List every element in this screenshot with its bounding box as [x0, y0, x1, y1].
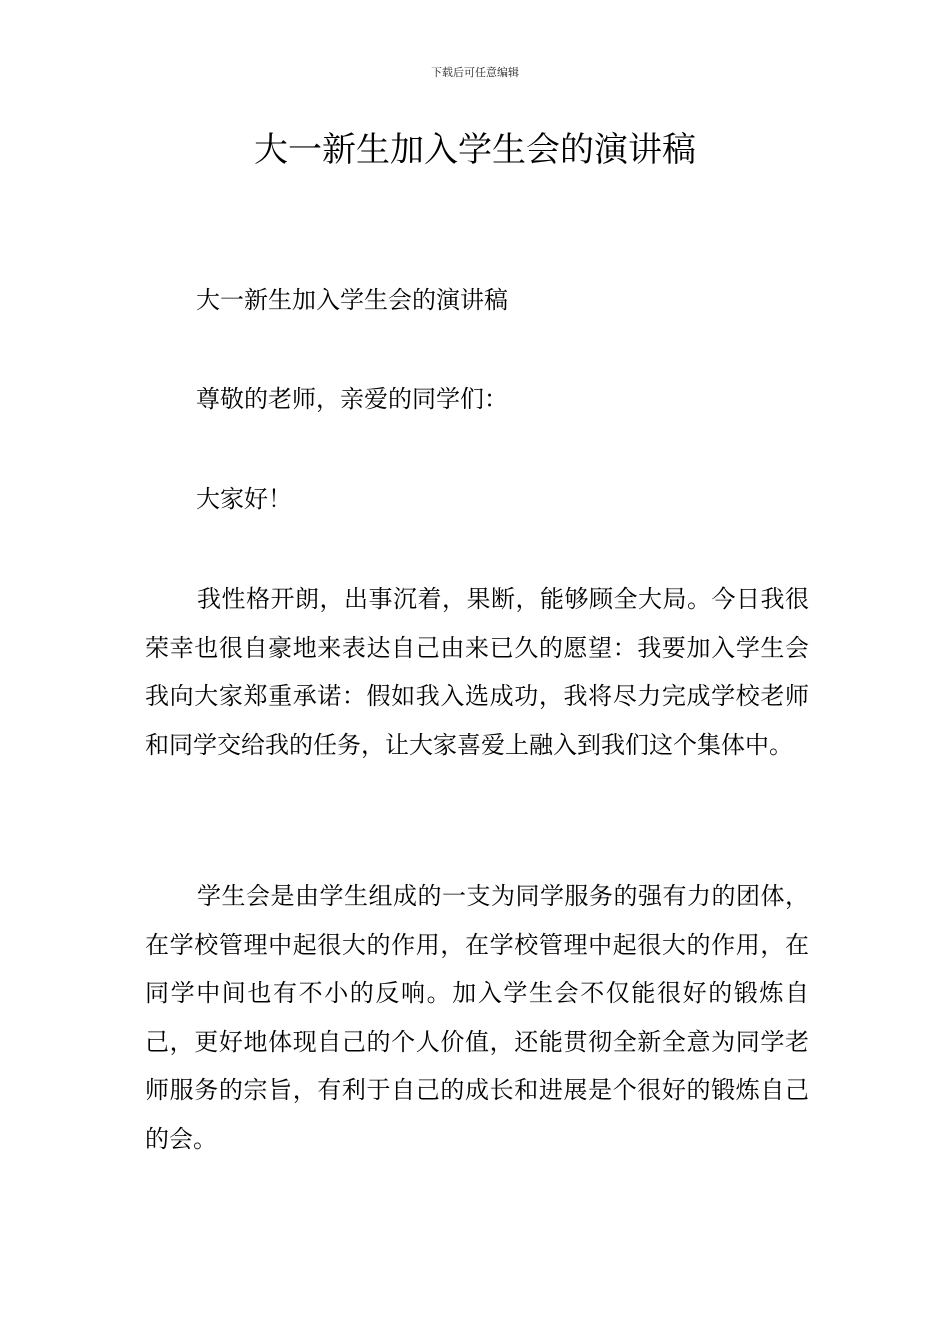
document-title: 大一新生加入学生会的演讲稿	[254, 130, 696, 170]
salutation: 尊敬的老师，亲爱的同学们：	[196, 385, 508, 413]
body-paragraph-2: 学生会是由学生组成的一支为同学服务的强有力的团体，在学校管理中起很大的作用，在学校管理中起很大的作用，在同学中间也有不小的反响。加入学生会不仅能很好的锻炼自己，更好地体现自己的个人价值，还能贯彻全新全意为同学老师服务的宗旨，有利于自己的成长和进展是个很好的锻炼自己的会。	[145, 882, 809, 1153]
page-header-note: 下载后可任意编辑	[431, 66, 519, 79]
body-paragraph-1: 我性格开朗，出事沉着，果断，能够顾全大局。今日我很荣幸也很自豪地来表达自己由来已久的愿望：我要加入学生会我向大家郑重承诺：假如我入选成功，我将尽力完成学校老师和同学交给我的任务，让大家喜爱上融入到我们这个集体中。	[145, 585, 809, 759]
greeting: 大家好！	[196, 485, 292, 513]
subtitle-line: 大一新生加入学生会的演讲稿	[196, 286, 508, 314]
